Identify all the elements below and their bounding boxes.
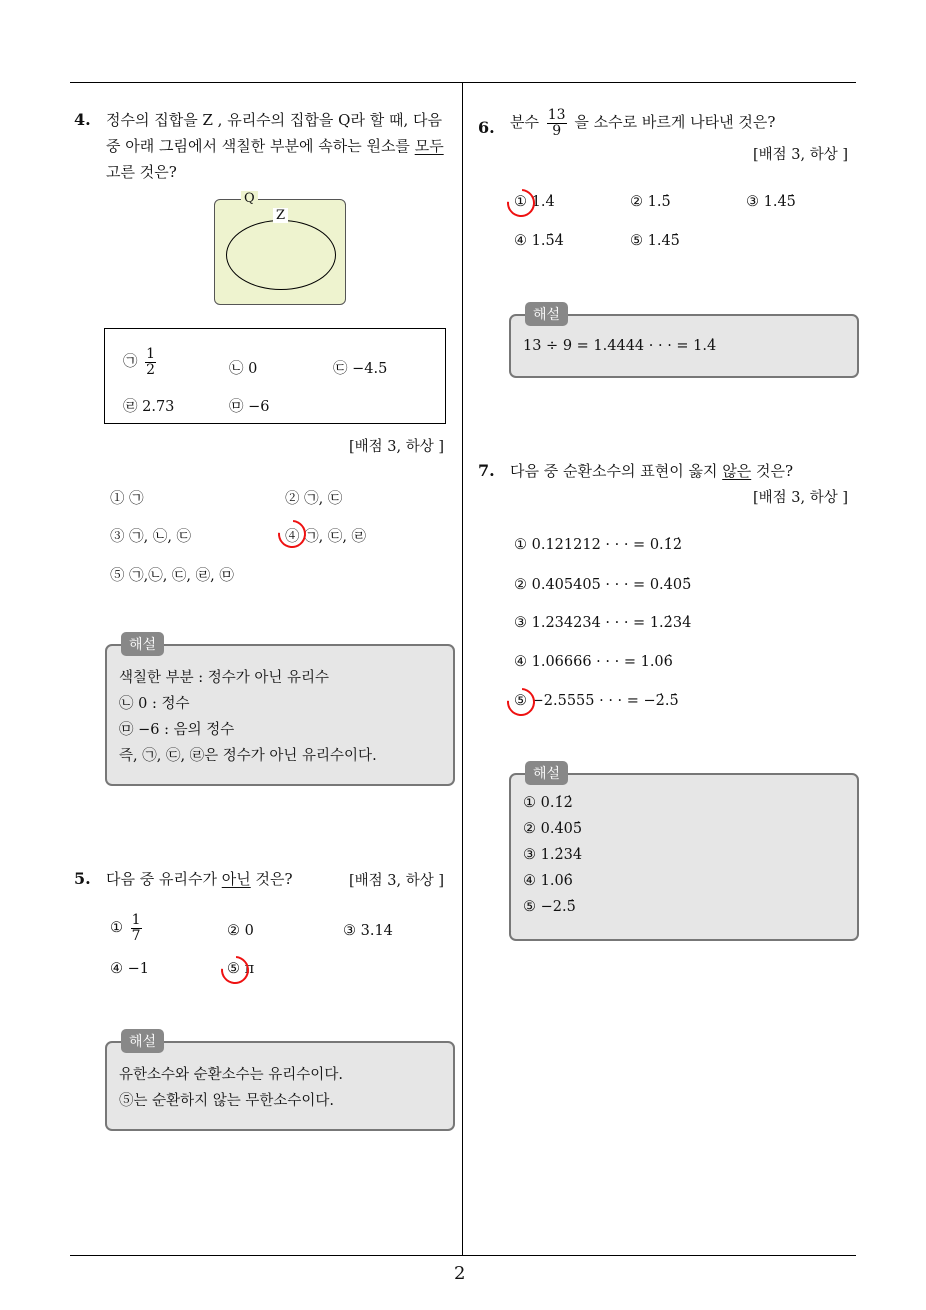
column-divider xyxy=(462,83,463,1256)
answer-mark-icon xyxy=(501,682,540,721)
q4-item-e: ㉤ −6 xyxy=(229,399,270,415)
q7-text: 다음 중 순환소수의 표현이 옳지 않은 것은? xyxy=(510,462,793,480)
q4-sol-line3: ㉤ −6 : 음의 정수 xyxy=(119,722,235,738)
q4-item-b: ㉡ 0 xyxy=(229,361,258,377)
q7-sol-line2: ② 0.4̇05̇ xyxy=(523,821,583,837)
q5-number: 5. xyxy=(74,869,91,888)
answer-mark-icon xyxy=(501,183,540,222)
q6-number: 6. xyxy=(478,118,495,137)
q6-solution-box xyxy=(509,307,859,378)
q4-line3: 고른 것은? xyxy=(106,163,177,181)
q4-sol-line4: 즉, ㉠, ㉢, ㉣은 정수가 아닌 유리수이다. xyxy=(119,748,377,764)
q7-score: [배점 3, 하상 ] xyxy=(753,490,849,506)
q4-line2: 중 아래 그림에서 색칠한 부분에 속하는 원소를 모두 xyxy=(106,137,444,155)
q4-number: 4. xyxy=(74,110,91,129)
q7-choice-5[interactable]: ⑤ −2.5555 · · · = −2̇.5̇ xyxy=(514,693,679,709)
solution-tag: 해설 xyxy=(525,761,568,785)
q7-number: 7. xyxy=(478,461,495,480)
q4-choice-1[interactable]: ① ㉠ xyxy=(110,491,144,507)
q5-sol-line2: ⑤는 순환하지 않는 무한소수이다. xyxy=(119,1093,335,1109)
q5-choice-3[interactable]: ③ 3.14 xyxy=(343,923,393,939)
q5-solution-box xyxy=(105,1034,455,1131)
venn-label-q: Q xyxy=(241,191,258,206)
q7-sol-line1: ① 0.1̇2̇ xyxy=(523,795,573,811)
answer-mark-icon xyxy=(272,514,311,553)
q7-choice-1[interactable]: ① 0.121212 · · · = 0.1̇2̇ xyxy=(514,537,683,553)
q6-score: [배점 3, 하상 ] xyxy=(753,147,849,163)
q4-sol-line2: ㉡ 0 : 정수 xyxy=(119,696,190,712)
q4-choice-4[interactable]: ④ ㉠, ㉢, ㉣ xyxy=(285,529,367,545)
q6-text: 분수 $\frac{13}{9}$ 을 소수로 바르게 나타낸 것은? xyxy=(510,107,776,139)
q7-choice-4[interactable]: ④ 1.06666 · · · = 1.06̇ xyxy=(514,654,673,670)
q6-choice-4[interactable]: ④ 1.5̇4̇ xyxy=(514,233,564,249)
answer-mark-icon xyxy=(215,950,254,989)
q4-choice-2[interactable]: ② ㉠, ㉢ xyxy=(285,491,343,507)
solution-tag: 해설 xyxy=(121,1029,164,1053)
q5-choice-2[interactable]: ② 0 xyxy=(227,923,254,939)
solution-tag: 해설 xyxy=(525,302,568,326)
q7-sol-line3: ③ 1.2̇34̇ xyxy=(523,847,583,863)
q7-choice-3[interactable]: ③ 1.234234 · · · = 1.2̇34̇ xyxy=(514,615,692,631)
q4-choice-3[interactable]: ③ ㉠, ㉡, ㉢ xyxy=(110,529,192,545)
bottom-rule xyxy=(70,1255,856,1256)
q6-choice-3[interactable]: ③ 1.4̇5̇ xyxy=(746,194,796,210)
venn-label-z: Z xyxy=(273,208,288,223)
q5-choice-1[interactable]: ① $\frac{1}{7}$ xyxy=(110,912,141,944)
top-rule xyxy=(70,82,856,83)
q6-choice-1[interactable]: ① 1.4̇ xyxy=(514,194,555,210)
page-number: 2 xyxy=(454,1263,466,1284)
q4-sol-line1: 색칠한 부분 : 정수가 아닌 유리수 xyxy=(119,670,330,686)
venn-inner-set xyxy=(226,220,336,290)
q4-line1: 정수의 집합을 Z , 유리수의 집합을 Q라 할 때, 다음 xyxy=(106,111,442,129)
q4-score: [배점 3, 하상 ] xyxy=(349,439,445,455)
q4-item-d: ㉣ 2.73 xyxy=(123,399,175,415)
q5-sol-line1: 유한소수와 순환소수는 유리수이다. xyxy=(119,1067,343,1083)
q4-elements-box xyxy=(104,328,446,424)
q4-item-a: ㉠ $\frac{1}{2}$ xyxy=(123,346,156,378)
q4-solution-box xyxy=(105,637,455,786)
q7-sol-line4: ④ 1.06̇ xyxy=(523,873,573,889)
q5-score: [배점 3, 하상 ] xyxy=(349,873,445,889)
q6-sol-line1: 13 ÷ 9 = 1.4444 · · · = 1.4̇ xyxy=(523,338,717,354)
q6-choice-5[interactable]: ⑤ 1.45̇ xyxy=(630,233,680,249)
q5-choice-5[interactable]: ⑤ π xyxy=(227,961,255,977)
q4-choice-5[interactable]: ⑤ ㉠,㉡, ㉢, ㉣, ㉤ xyxy=(110,568,234,584)
q7-sol-line5: ⑤ −2.5̇ xyxy=(523,899,576,915)
q7-choice-2[interactable]: ② 0.405405 · · · = 0.4̇05̇ xyxy=(514,577,692,593)
q5-choice-4[interactable]: ④ −1 xyxy=(110,961,149,977)
q4-item-c: ㉢ −4.5 xyxy=(333,361,388,377)
venn-diagram xyxy=(214,191,346,305)
q6-choice-2[interactable]: ② 1.5̇ xyxy=(630,194,671,210)
q7-solution-box xyxy=(509,766,859,941)
q5-text: 다음 중 유리수가 아닌 것은? xyxy=(106,870,293,888)
solution-tag: 해설 xyxy=(121,632,164,656)
